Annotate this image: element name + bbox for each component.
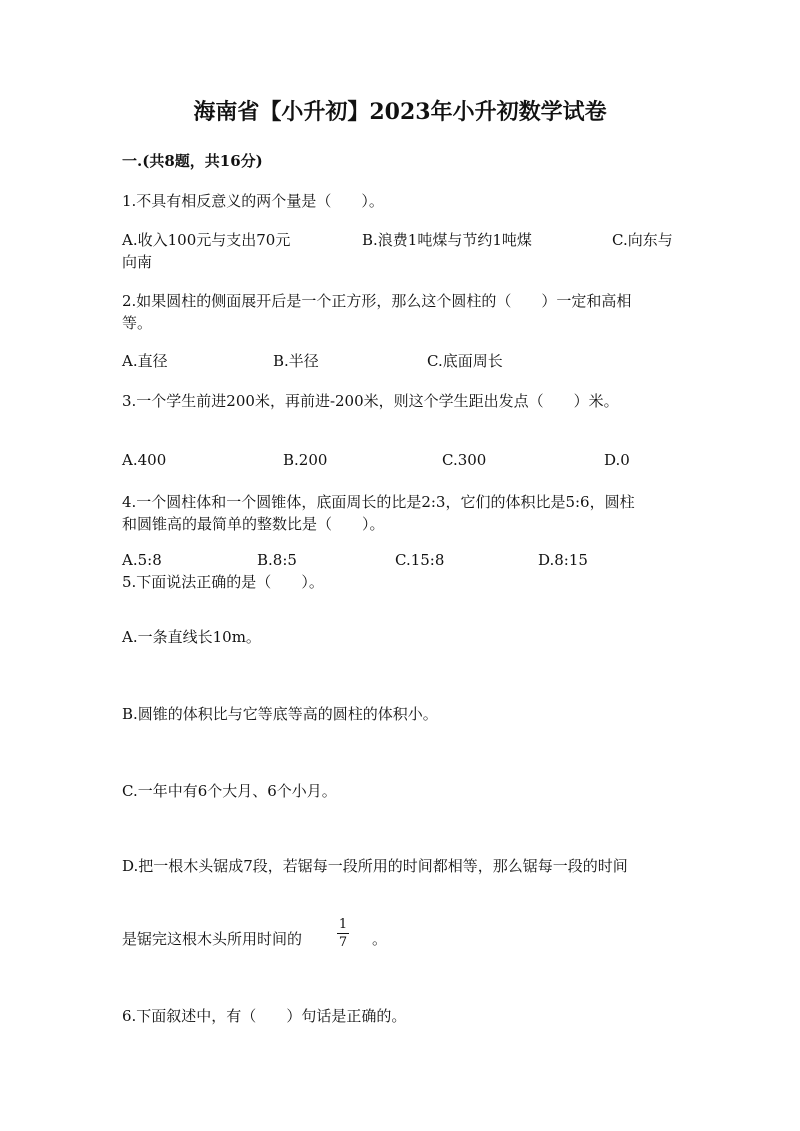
question-1-option-b: B.浪费1吨煤与节约1吨煤	[362, 231, 532, 249]
question-5-option-a: A.一条直线长10m。	[122, 628, 261, 646]
question-4-option-c: C.15:8	[395, 551, 445, 569]
question-6-stem: 6.下面叙述中，有（ ）句话是正确的。	[122, 1007, 407, 1025]
question-2-option-c: C.底面周长	[427, 352, 503, 370]
question-3-option-a: A.400	[122, 451, 167, 469]
question-3-option-b: B.200	[283, 451, 328, 469]
question-3-stem: 3.一个学生前进200米，再前进-200米，则这个学生距出发点（ ）米。	[122, 392, 619, 410]
question-5-option-c: C.一年中有6个大月、6个小月。	[122, 782, 337, 800]
question-5-option-b: B.圆锥的体积比与它等底等高的圆柱的体积小。	[122, 705, 438, 723]
question-4-stem-line2: 和圆锥高的最简单的整数比是（ ）。	[122, 515, 385, 533]
question-2-stem-line2: 等。	[122, 314, 153, 332]
question-1-option-a: A.收入100元与支出70元	[122, 231, 291, 249]
fraction-denominator: 7	[338, 935, 348, 950]
question-4-stem-line1: 4.一个圆柱体和一个圆锥体，底面周长的比是2:3，它们的体积比是5:6，圆柱	[122, 493, 635, 511]
fraction-bar	[337, 933, 349, 934]
question-5-option-d-end: 。	[372, 930, 388, 948]
question-1-stem: 1.不具有相反意义的两个量是（ ）。	[122, 192, 384, 210]
question-5-stem: 5.下面说法正确的是（ ）。	[122, 573, 324, 591]
question-3-option-d: D.0	[604, 451, 630, 469]
page-title: 海南省【小升初】2023年小升初数学试卷	[193, 99, 607, 125]
fraction-one-seventh	[337, 917, 349, 950]
question-4-option-a: A.5:8	[122, 551, 162, 569]
question-2-option-b: B.半径	[273, 352, 319, 370]
fraction-numerator: 1	[338, 917, 348, 932]
question-5-option-d-line2: 是锯完这根木头所用时间的	[122, 930, 303, 948]
question-5-option-d-line1: D.把一根木头锯成7段，若锯每一段所用的时间都相等，那么锯每一段的时间	[122, 857, 628, 875]
question-1-option-c-wrap: 向南	[122, 253, 153, 271]
question-3-option-c: C.300	[442, 451, 487, 469]
question-1-option-c: C.向东与	[612, 231, 673, 249]
question-4-option-b: B.8:5	[257, 551, 297, 569]
question-2-option-a: A.直径	[122, 352, 168, 370]
question-4-option-d: D.8:15	[538, 551, 588, 569]
section-heading: 一.(共8题，共16分)	[122, 152, 263, 170]
question-2-stem-line1: 2.如果圆柱的侧面展开后是一个正方形，那么这个圆柱的（ ）一定和高相	[122, 292, 632, 310]
